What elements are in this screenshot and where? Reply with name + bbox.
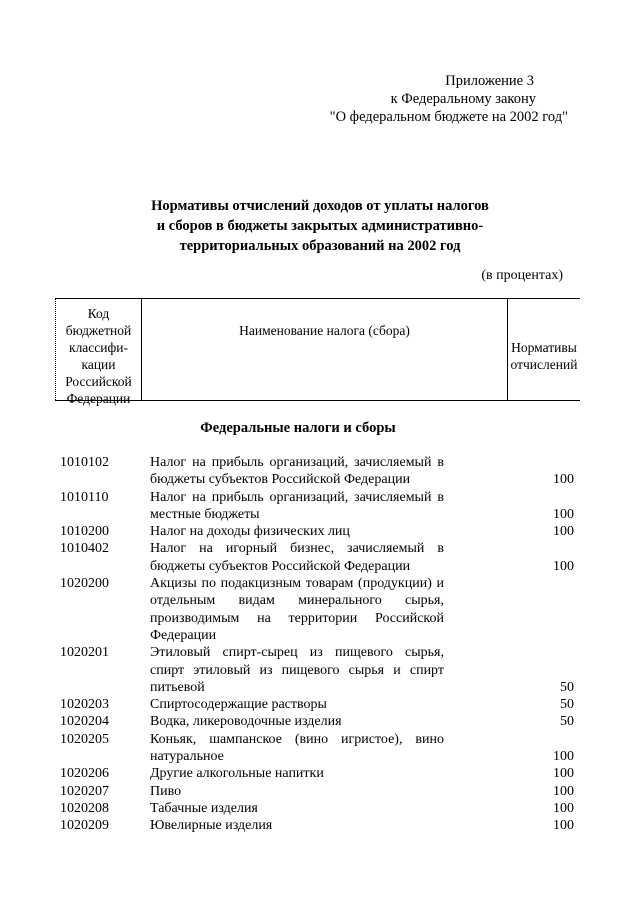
- row-name: Ювелирные изделия: [150, 818, 273, 834]
- section-title: Федеральные налоги и сборы: [200, 420, 396, 436]
- row-value: 100: [553, 766, 574, 782]
- row-code: 1020201: [60, 645, 109, 661]
- row-name: Налог на прибыль организаций, зачисляемый в бюджеты субъектов Российской Федерации: [150, 455, 444, 488]
- title-line-3: территориальных образований на 2002 год: [179, 238, 461, 254]
- row-name: Пиво: [150, 783, 182, 799]
- table-row: [60, 644, 580, 696]
- appendix-law-ref: к Федеральному закону: [390, 91, 536, 107]
- row-value: 100: [553, 558, 574, 574]
- title-line-2: и сборов в бюджеты закрытых административно-: [156, 218, 484, 234]
- header-code-line: бюджетной: [65, 323, 132, 338]
- row-code: 1020207: [60, 783, 109, 799]
- table-row: [60, 540, 580, 575]
- header-code-line: кации: [81, 357, 116, 372]
- row-name: Другие алкогольные напитки: [150, 766, 324, 782]
- row-code: 1010402: [60, 541, 109, 557]
- row-name: Водка, ликероводочные изделия: [150, 714, 342, 730]
- table-row: [60, 800, 580, 817]
- row-name: Коньяк, шампанское (вино игристое), вино натуральное: [150, 731, 444, 765]
- row-value: 100: [553, 472, 574, 488]
- header-code-line: Федерации: [66, 391, 131, 406]
- header-code-column: [55, 299, 141, 406]
- row-name: Налог на игорный бизнес, зачисляемый в бюджеты субъектов Российской Федерации: [150, 541, 444, 574]
- row-value: 100: [553, 783, 574, 799]
- appendix-number: Приложение 3: [445, 73, 534, 89]
- appendix-heading: [330, 72, 568, 126]
- row-name: Налог на прибыль организаций, зачисляемый в местные бюджеты: [150, 489, 444, 522]
- row-code: 1020200: [60, 576, 109, 592]
- title-line-1: Нормативы отчислений доходов от уплаты налогов: [151, 198, 489, 214]
- units-note: (в процентах): [481, 268, 563, 283]
- tax-rows: [60, 454, 580, 835]
- table-row: [60, 696, 580, 713]
- row-name: Акцизы по подакцизным товарам (продукции) и отдельным видам минерального сырья, производимым на территории Российской Федерации: [150, 576, 444, 643]
- row-code: 1010110: [60, 489, 109, 505]
- table-row: [60, 765, 580, 782]
- row-code: 1020203: [60, 697, 109, 713]
- row-value: 100: [553, 506, 574, 522]
- header-name-column: Наименование налога (сбора): [141, 299, 507, 400]
- row-name: Налог на доходы физических лиц: [150, 524, 350, 540]
- row-code: 1020208: [60, 800, 109, 816]
- table-row: [60, 489, 580, 524]
- appendix-law-title: "О федеральном бюджете на 2002 год": [329, 109, 568, 125]
- row-name: Этиловый спирт-сырец из пищевого сырья, спирт этиловый из пищевого сырья и спирт питьевой: [150, 645, 444, 695]
- row-value: 50: [560, 697, 574, 713]
- document-title: [0, 196, 640, 256]
- header-norm-line: Нормативы: [511, 340, 577, 355]
- table-row: [60, 731, 580, 766]
- row-value: 100: [553, 800, 574, 816]
- row-value: 50: [560, 679, 574, 695]
- header-norm-column: [507, 299, 580, 400]
- table-row: [60, 817, 580, 834]
- table-row: [60, 454, 580, 489]
- header-code-line: Российской: [65, 374, 132, 389]
- row-value: 100: [553, 818, 574, 834]
- row-code: 1020206: [60, 766, 109, 782]
- header-code-line: Код: [87, 306, 110, 321]
- row-name: Спиртосодержащие растворы: [150, 697, 327, 713]
- row-code: 1020204: [60, 714, 109, 730]
- row-code: 1020205: [60, 731, 109, 747]
- table-header: [55, 298, 580, 406]
- header-norm-line: отчислений: [510, 357, 578, 372]
- table-row: [60, 713, 580, 730]
- row-value: 100: [553, 749, 574, 765]
- table-row: [60, 783, 580, 800]
- table-row: [60, 575, 580, 644]
- row-code: 1010200: [60, 524, 109, 540]
- table-row: [60, 523, 580, 540]
- header-code-line: классифи-: [69, 340, 128, 355]
- row-name: Табачные изделия: [150, 800, 258, 816]
- row-code: 1010102: [60, 455, 109, 470]
- row-value: 50: [560, 714, 574, 730]
- row-code: 1020209: [60, 818, 109, 834]
- row-value: 100: [553, 524, 574, 540]
